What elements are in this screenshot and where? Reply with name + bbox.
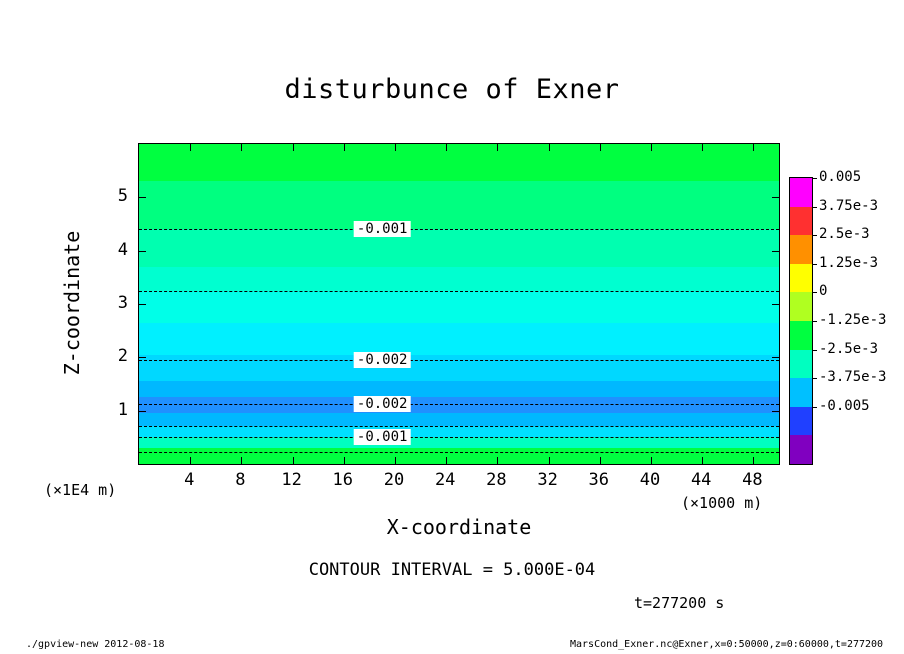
y-tick xyxy=(772,357,779,358)
contour-line xyxy=(139,360,779,361)
y-tick xyxy=(139,411,146,412)
contour-band xyxy=(139,397,779,413)
colorbar-segment xyxy=(790,178,812,207)
colorbar-label: 0 xyxy=(819,283,828,300)
colorbar-label: -0.005 xyxy=(819,397,870,414)
y-tick xyxy=(139,197,146,198)
colorbar-label: 0.005 xyxy=(819,169,862,185)
contour-band xyxy=(139,381,779,397)
y-tick xyxy=(772,251,779,252)
time-label: t=277200 s xyxy=(634,594,725,612)
colorbar-segment xyxy=(790,321,812,350)
x-tick-label: 16 xyxy=(332,470,354,490)
y-tick-label: 1 xyxy=(117,399,128,420)
x-tick xyxy=(497,144,498,151)
contour-line xyxy=(139,452,779,453)
contour-label: -0.002 xyxy=(354,396,411,412)
colorbar-label: 2.5e-3 xyxy=(819,226,870,243)
x-tick xyxy=(190,144,191,151)
contour-band xyxy=(139,426,779,438)
x-tick xyxy=(600,144,601,151)
colorbar-tick xyxy=(812,207,817,208)
contour-line xyxy=(139,437,779,438)
contour-band xyxy=(139,144,779,181)
contour-band xyxy=(139,413,779,425)
x-tick-label: 48 xyxy=(742,470,763,490)
contour-line xyxy=(139,229,779,230)
x-tick xyxy=(293,457,294,464)
y-tick-label: 5 xyxy=(117,186,128,207)
colorbar-segment xyxy=(790,264,812,293)
x-tick-label: 12 xyxy=(281,470,302,490)
x-tick-label: 28 xyxy=(486,470,507,490)
contour-band xyxy=(139,355,779,382)
x-tick-label: 32 xyxy=(537,470,558,490)
page-title: disturbunce of Exner xyxy=(284,74,620,105)
contour-label: -0.002 xyxy=(354,352,411,368)
y-tick xyxy=(139,357,146,358)
x-tick-label: 8 xyxy=(235,470,246,490)
colorbar-label: -3.75e-3 xyxy=(819,369,887,386)
x-tick-label: 44 xyxy=(690,470,712,490)
footer-right: MarsCond_Exner.nc@Exner,x=0:50000,z=0:60000,t=277200 xyxy=(570,639,884,650)
colorbar-segment xyxy=(790,350,812,379)
colorbar-tick xyxy=(812,178,817,179)
x-tick xyxy=(446,457,447,464)
x-tick xyxy=(753,457,754,464)
x-tick xyxy=(395,144,396,151)
x-tick xyxy=(446,144,447,151)
colorbar-label: -2.5e-3 xyxy=(819,340,879,357)
x-tick xyxy=(293,144,294,151)
colorbar-label: 1.25e-3 xyxy=(819,254,879,271)
x-tick xyxy=(344,144,345,151)
colorbar-tick xyxy=(812,235,817,236)
colorbar-tick xyxy=(812,292,817,293)
y-tick xyxy=(772,411,779,412)
y-tick xyxy=(139,251,146,252)
contour-line xyxy=(139,404,779,405)
y-tick xyxy=(139,304,146,305)
x-tick xyxy=(702,144,703,151)
contour-label: -0.001 xyxy=(354,429,411,445)
x-tick-label: 36 xyxy=(588,470,610,490)
x-tick-label: 20 xyxy=(383,470,405,490)
contour-band xyxy=(139,181,779,229)
x-tick xyxy=(497,457,498,464)
colorbar-segment xyxy=(790,292,812,321)
contour-label: -0.001 xyxy=(354,221,411,237)
contour-band xyxy=(139,323,779,355)
colorbar-segment xyxy=(790,235,812,264)
x-tick-label: 4 xyxy=(184,470,195,490)
colorbar-segment xyxy=(790,378,812,407)
y-tick xyxy=(772,304,779,305)
colorbar-tick xyxy=(812,264,817,265)
x-tick xyxy=(651,144,652,151)
x-tick-label: 40 xyxy=(639,470,661,490)
x-tick xyxy=(549,457,550,464)
x-tick xyxy=(651,457,652,464)
colorbar-tick xyxy=(812,407,817,408)
colorbar-tick xyxy=(812,350,817,351)
x-axis-unit-label: (×1000 m) xyxy=(681,494,763,512)
contour-band xyxy=(139,291,779,323)
x-axis-title: X-coordinate xyxy=(386,515,532,539)
contour-plot xyxy=(138,143,780,465)
colorbar-tick xyxy=(812,321,817,322)
y-axis-title: Z-coordinate xyxy=(60,230,84,376)
x-tick xyxy=(190,457,191,464)
contour-line xyxy=(139,291,779,292)
colorbar-label: 3.75e-3 xyxy=(819,197,879,214)
x-tick xyxy=(395,457,396,464)
contour-band xyxy=(139,229,779,266)
x-tick xyxy=(600,457,601,464)
colorbar-segment xyxy=(790,407,812,436)
x-tick xyxy=(344,457,345,464)
y-tick-label: 3 xyxy=(117,293,128,313)
colorbar xyxy=(789,177,813,465)
y-tick-label: 2 xyxy=(117,346,128,367)
x-tick xyxy=(241,457,242,464)
colorbar-tick xyxy=(812,378,817,379)
x-tick xyxy=(549,144,550,151)
x-tick xyxy=(241,144,242,151)
colorbar-label: -1.25e-3 xyxy=(819,312,887,328)
contour-interval-note: CONTOUR INTERVAL = 5.000E-04 xyxy=(308,560,596,580)
x-tick xyxy=(702,457,703,464)
footer-left: ./gpview-new 2012-08-18 xyxy=(26,639,165,650)
y-tick xyxy=(772,197,779,198)
colorbar-segment xyxy=(790,435,812,464)
contour-band xyxy=(139,448,779,464)
colorbar-segment xyxy=(790,207,812,236)
x-tick xyxy=(753,144,754,151)
y-axis-unit-label: (×1E4 m) xyxy=(44,481,117,499)
contour-line xyxy=(139,426,779,427)
x-tick-label: 24 xyxy=(434,470,456,490)
contour-band xyxy=(139,267,779,291)
y-tick-label: 4 xyxy=(117,239,128,260)
contour-band xyxy=(139,437,779,448)
